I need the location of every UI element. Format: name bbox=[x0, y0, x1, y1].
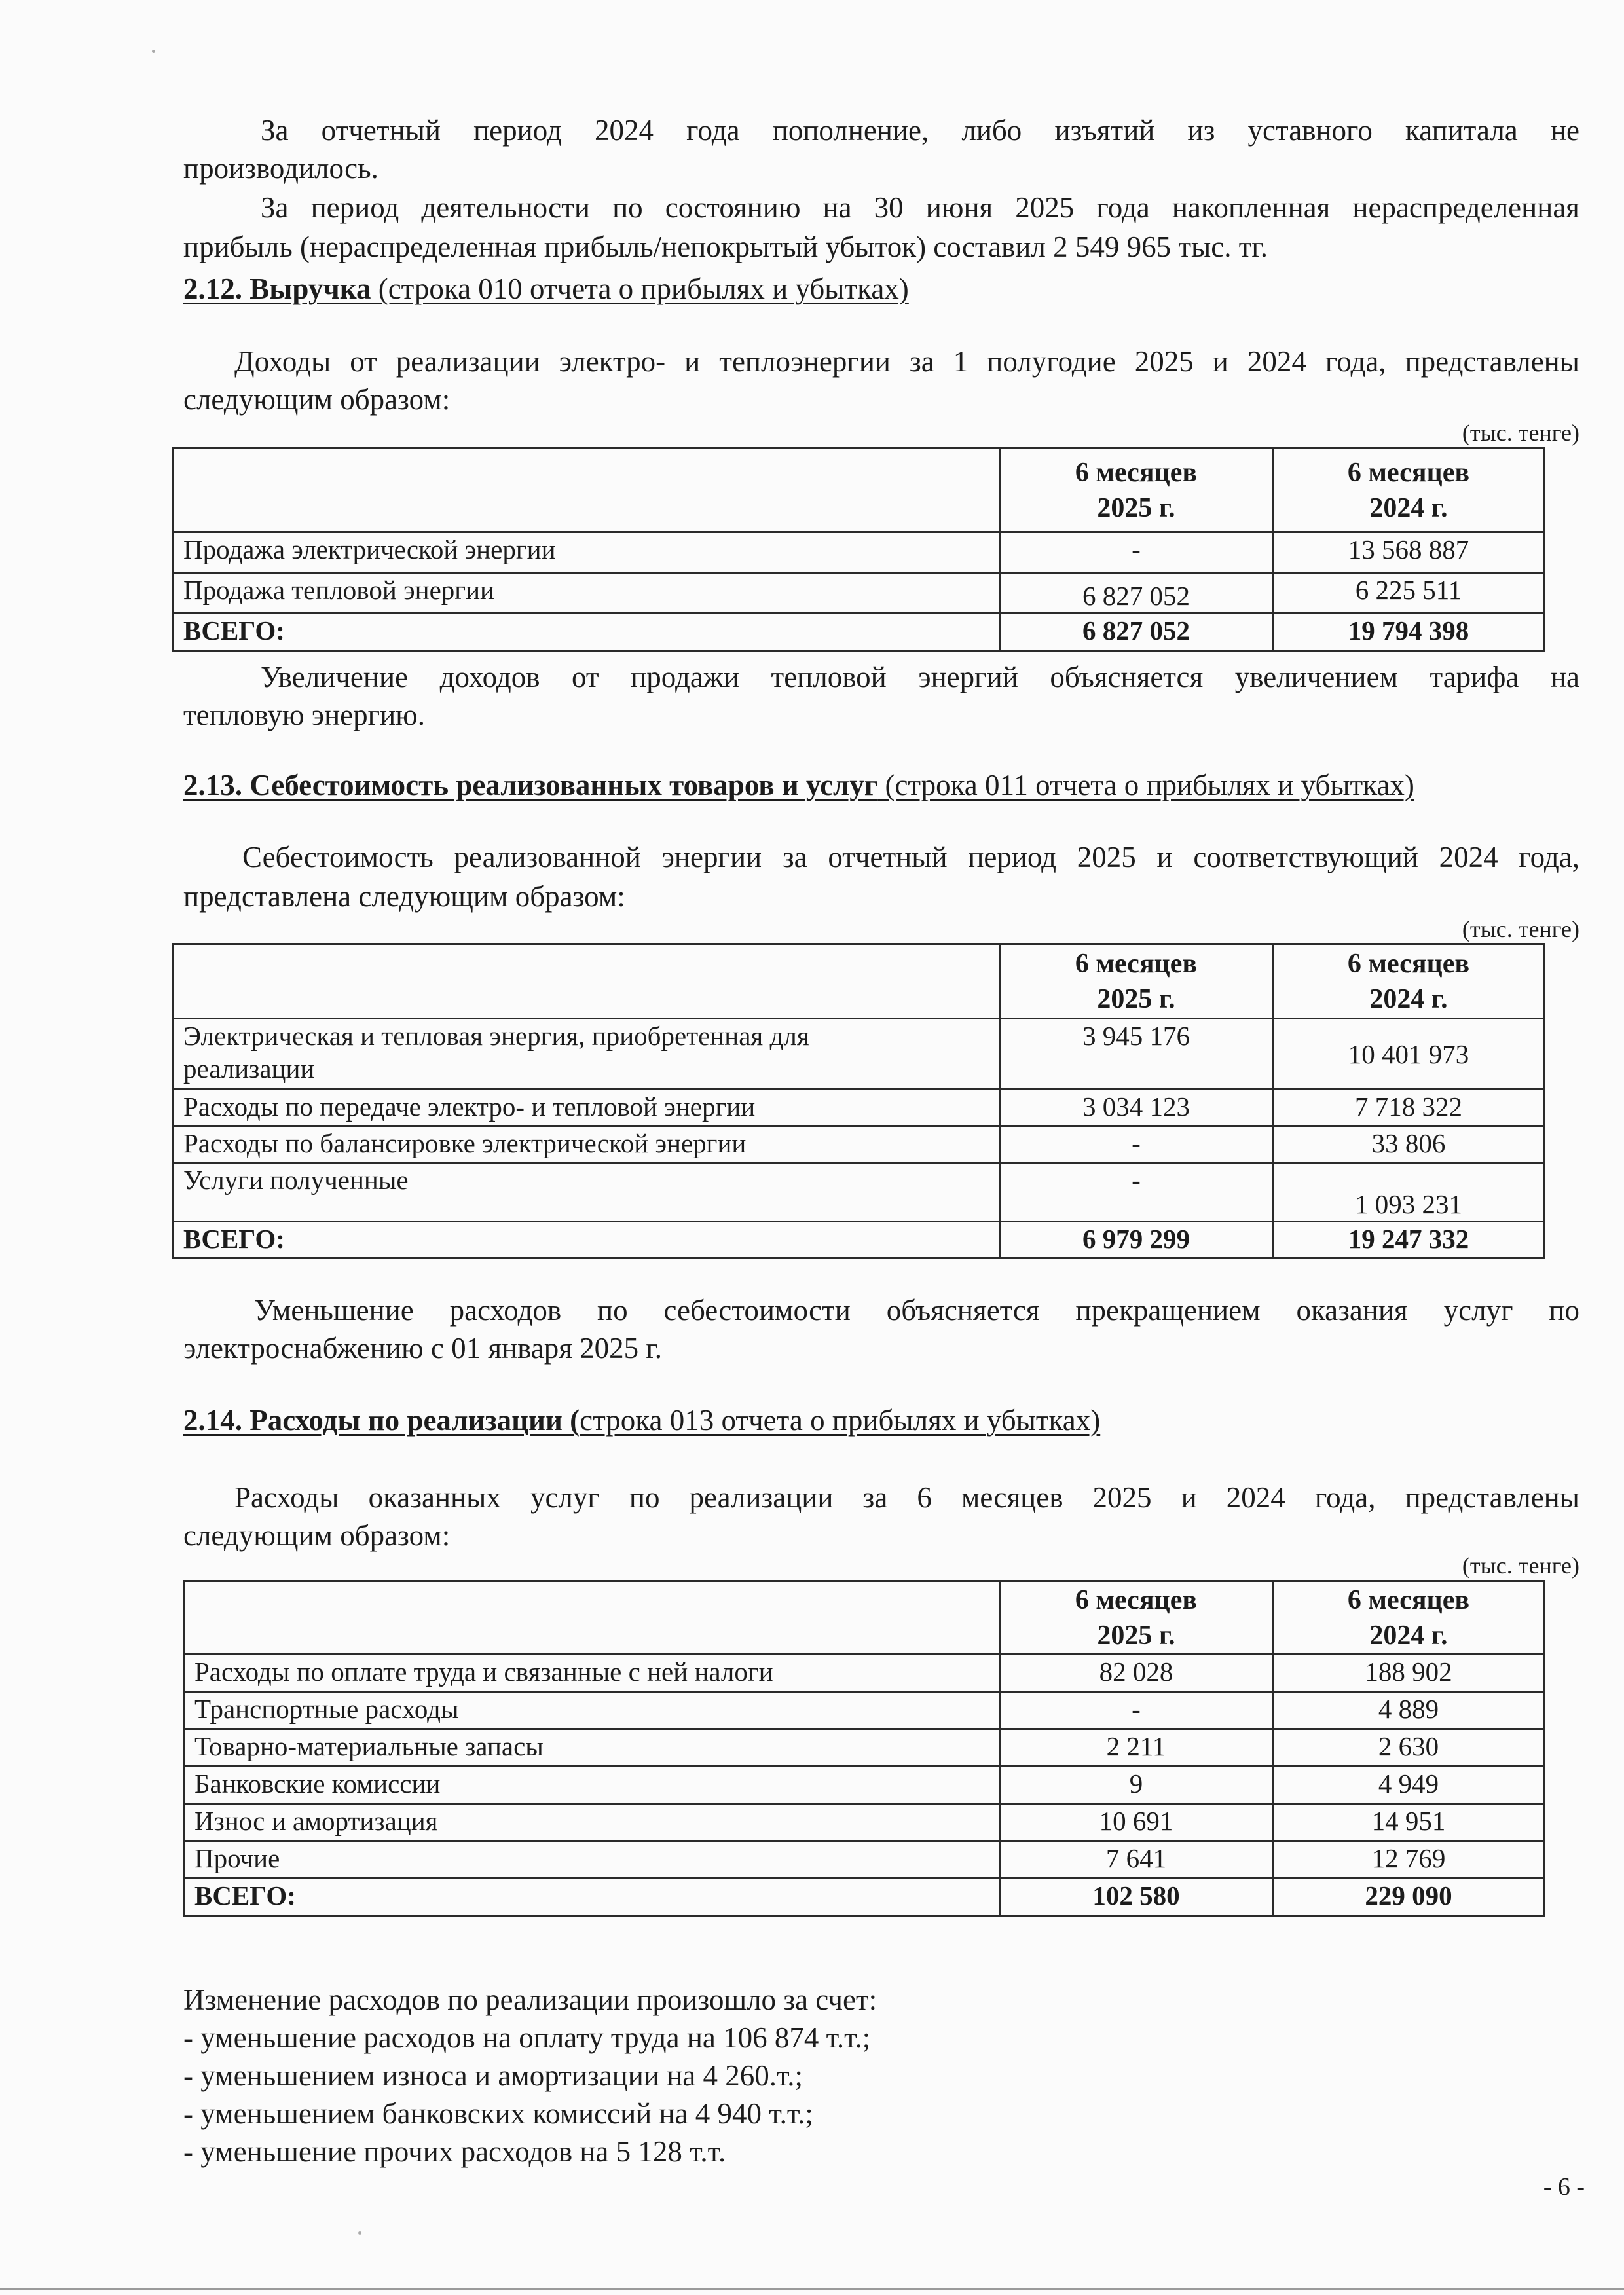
row-value-2024: 1 093 231 bbox=[1273, 1163, 1545, 1222]
row-label: Электрическая и тепловая энергия, приобретенная для реализации bbox=[174, 1019, 1000, 1090]
table-header-row bbox=[185, 1581, 1545, 1655]
row-label: Услуги полученные bbox=[174, 1163, 1000, 1222]
row-value-2025: - bbox=[1000, 1692, 1273, 1729]
row-value-2025: - bbox=[1000, 532, 1273, 573]
total-value-2024: 19 247 332 bbox=[1273, 1222, 1545, 1258]
row-value-2025: 3 945 176 bbox=[1000, 1019, 1273, 1090]
page-number: - 6 - bbox=[1543, 2173, 1585, 2201]
row-label: Продажа тепловой энергии bbox=[174, 573, 1000, 614]
row-value-2024: 14 951 bbox=[1273, 1804, 1545, 1841]
row-value-2024: 10 401 973 bbox=[1273, 1019, 1545, 1090]
row-label: Расходы по балансировке электрической энергии bbox=[174, 1126, 1000, 1163]
section-heading-2-14-title: 2.14. Расходы по реализации ( bbox=[183, 1404, 580, 1437]
row-value-2024: 6 225 511 bbox=[1273, 573, 1545, 614]
table-row bbox=[174, 1126, 1545, 1163]
s213-after-line-1: Уменьшение расходов по себестоимости объясняется прекращением оказания услуг по bbox=[254, 1294, 1579, 1327]
section-heading-2-13-source: (строка 011 отчета о прибылях и убытках) bbox=[877, 769, 1414, 801]
changes-item: - уменьшением банковских комиссий на 4 940 т.т.; bbox=[183, 2097, 813, 2130]
table-header-row bbox=[174, 944, 1545, 1019]
table-row bbox=[174, 1019, 1545, 1090]
s212-intro-line-2: следующим образом: bbox=[183, 383, 451, 416]
scan-speck bbox=[358, 2231, 361, 2235]
row-value-2025: 6 827 052 bbox=[1000, 573, 1273, 614]
table-row bbox=[174, 1163, 1545, 1222]
s212-unit-label: (тыс. тенге) bbox=[1462, 420, 1579, 446]
table-row bbox=[185, 1804, 1545, 1841]
s214-intro-line-1: Расходы оказанных услуг по реализации за 6 месяцев 2025 и 2024 года, представлены bbox=[234, 1481, 1579, 1514]
s213-intro-line-2: представлена следующим образом: bbox=[183, 880, 625, 913]
row-value-2024: 2 630 bbox=[1273, 1729, 1545, 1767]
total-label: ВСЕГО: bbox=[174, 1222, 1000, 1258]
row-value-2025: 9 bbox=[1000, 1767, 1273, 1804]
section-heading-2-13 bbox=[183, 766, 1414, 804]
table-row bbox=[185, 1655, 1545, 1692]
intro-paragraph-1-line-2: производилось. bbox=[183, 152, 378, 185]
row-value-2024: 7 718 322 bbox=[1273, 1090, 1545, 1126]
revenue-table bbox=[172, 447, 1545, 652]
table-total-row bbox=[174, 1222, 1545, 1258]
table-header-2024: 6 месяцев 2024 г. bbox=[1273, 944, 1545, 1019]
table-header-label bbox=[174, 449, 1000, 532]
intro-paragraph-2-line-2: прибыль (нераспределенная прибыль/непокрытый убыток) составил 2 549 965 тыс. тг. bbox=[183, 230, 1268, 263]
row-value-2024: 4 949 bbox=[1273, 1767, 1545, 1804]
row-value-2025: 7 641 bbox=[1000, 1841, 1273, 1879]
s213-unit-label: (тыс. тенге) bbox=[1462, 916, 1579, 942]
s213-after-line-2: электроснабжению с 01 января 2025 г. bbox=[183, 1332, 663, 1365]
table-total-row bbox=[185, 1879, 1545, 1916]
row-label: Транспортные расходы bbox=[185, 1692, 1000, 1729]
total-value-2025: 6 827 052 bbox=[1000, 614, 1273, 652]
total-value-2024: 229 090 bbox=[1273, 1879, 1545, 1916]
row-value-2024: 12 769 bbox=[1273, 1841, 1545, 1879]
table-header-label bbox=[185, 1581, 1000, 1655]
s214-unit-label: (тыс. тенге) bbox=[1462, 1552, 1579, 1579]
table-row bbox=[174, 532, 1545, 573]
table-header-2025: 6 месяцев 2025 г. bbox=[1000, 449, 1273, 532]
s212-after-line-1: Увеличение доходов от продажи тепловой энергий объясняется увеличением тарифа на bbox=[261, 661, 1579, 693]
table-total-row bbox=[174, 614, 1545, 652]
cost-of-sales-table bbox=[172, 943, 1545, 1259]
row-value-2024: 13 568 887 bbox=[1273, 532, 1545, 573]
row-value-2025: 3 034 123 bbox=[1000, 1090, 1273, 1126]
changes-item: - уменьшение расходов на оплату труда на 106 874 т.т.; bbox=[183, 2021, 871, 2054]
s214-intro-line-2: следующим образом: bbox=[183, 1519, 451, 1552]
table-header-2025: 6 месяцев 2025 г. bbox=[1000, 1581, 1273, 1655]
row-label: Прочие bbox=[185, 1841, 1000, 1879]
row-label: Товарно-материальные запасы bbox=[185, 1729, 1000, 1767]
changes-title: Изменение расходов по реализации произошло за счет: bbox=[183, 1983, 877, 2016]
row-value-2024: 33 806 bbox=[1273, 1126, 1545, 1163]
scan-speck bbox=[152, 50, 155, 53]
table-row bbox=[174, 1090, 1545, 1126]
section-heading-2-12 bbox=[183, 270, 909, 308]
table-row bbox=[185, 1729, 1545, 1767]
row-value-2025: - bbox=[1000, 1163, 1273, 1222]
section-heading-2-13-title: 2.13. Себестоимость реализованных товаров и услуг bbox=[183, 769, 878, 801]
total-value-2024: 19 794 398 bbox=[1273, 614, 1545, 652]
s212-after-line-2: тепловую энергию. bbox=[183, 699, 426, 731]
s212-intro-line-1: Доходы от реализации электро- и теплоэнергии за 1 полугодие 2025 и 2024 года, представлены bbox=[234, 345, 1579, 378]
section-heading-2-14-source: строка 013 отчета о прибылях и убытках) bbox=[580, 1404, 1101, 1437]
row-value-2024: 188 902 bbox=[1273, 1655, 1545, 1692]
row-label: Расходы по оплате труда и связанные с ней налоги bbox=[185, 1655, 1000, 1692]
table-row bbox=[185, 1841, 1545, 1879]
selling-expenses-table bbox=[183, 1580, 1545, 1917]
s213-intro-line-1: Себестоимость реализованной энергии за отчетный период 2025 и соответствующий 2024 года, bbox=[242, 841, 1579, 873]
scan-edge bbox=[0, 2288, 1624, 2290]
intro-paragraph-2-line-1: За период деятельности по состоянию на 30 июня 2025 года накопленная нераспределенная bbox=[261, 191, 1579, 224]
total-label: ВСЕГО: bbox=[185, 1879, 1000, 1916]
row-label: Расходы по передаче электро- и тепловой энергии bbox=[174, 1090, 1000, 1126]
row-label: Износ и амортизация bbox=[185, 1804, 1000, 1841]
row-value-2025: - bbox=[1000, 1126, 1273, 1163]
row-value-2025: 10 691 bbox=[1000, 1804, 1273, 1841]
total-label: ВСЕГО: bbox=[174, 614, 1000, 652]
row-value-2025: 82 028 bbox=[1000, 1655, 1273, 1692]
section-heading-2-14 bbox=[183, 1401, 1100, 1439]
table-header-row bbox=[174, 449, 1545, 532]
row-label: Продажа электрической энергии bbox=[174, 532, 1000, 573]
table-header-2024: 6 месяцев 2024 г. bbox=[1273, 1581, 1545, 1655]
row-value-2025: 2 211 bbox=[1000, 1729, 1273, 1767]
total-value-2025: 102 580 bbox=[1000, 1879, 1273, 1916]
table-row bbox=[185, 1767, 1545, 1804]
section-heading-2-12-title: 2.12. Выручка bbox=[183, 272, 371, 305]
table-header-2025: 6 месяцев 2025 г. bbox=[1000, 944, 1273, 1019]
row-value-2024: 4 889 bbox=[1273, 1692, 1545, 1729]
table-header-label bbox=[174, 944, 1000, 1019]
intro-paragraph-1-line-1: За отчетный период 2024 года пополнение, либо изъятий из уставного капитала не bbox=[261, 114, 1579, 147]
row-label: Банковские комиссии bbox=[185, 1767, 1000, 1804]
total-value-2025: 6 979 299 bbox=[1000, 1222, 1273, 1258]
table-row bbox=[185, 1692, 1545, 1729]
section-heading-2-12-source: (строка 010 отчета о прибылях и убытках) bbox=[371, 272, 909, 305]
changes-item: - уменьшение прочих расходов на 5 128 т.т. bbox=[183, 2135, 726, 2168]
table-row bbox=[174, 573, 1545, 614]
changes-item: - уменьшением износа и амортизации на 4 260.т.; bbox=[183, 2059, 803, 2092]
table-header-2024: 6 месяцев 2024 г. bbox=[1273, 449, 1545, 532]
